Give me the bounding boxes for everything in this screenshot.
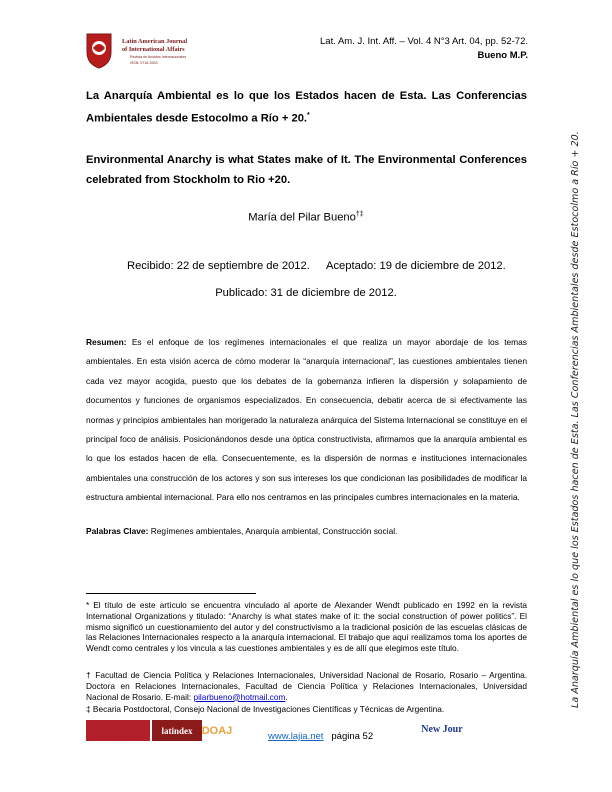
footnote-title: * El título de este artículo se encuentra vinculado al aporte de Alexander Wendt publicado en 1992 en la revista International Organizations y titulado: “Anarchy is what states make of it: the social construction of power politics”. El mismo significó un cuestionamiento del autor y del constructivismo a la tradicional posición de las escuelas clásicas de las Relaciones Internacionales respecto a la anarquía internacional. El trabajo que aquí realizamos toma los aportes de Wendt como centrales y los vincula a las cuestiones ambientales y es de allí que elegimos este título. (86, 600, 527, 654)
logo-line-4: ISSN: 0718-9303 (130, 61, 158, 65)
logo-line-1: Latin American Journal (122, 38, 188, 45)
page-footer (268, 731, 373, 742)
footnote-fellowship: ‡ Becaria Postdoctoral, Consejo Nacional de Investigaciones Científicas y Técnicas de Argentina. (86, 704, 445, 714)
abstract-label: Resumen: (86, 337, 127, 347)
crest-icon (84, 30, 114, 70)
author-name: María del Pilar Bueno†‡ (248, 211, 364, 224)
footnote-divider (86, 593, 256, 594)
badge-latindex[interactable]: latindex (152, 720, 202, 741)
journal-url-link[interactable]: www.lajia.net (268, 731, 324, 742)
author-footnote-marks: †‡ (355, 211, 364, 218)
footnote-affiliation: † Facultad de Ciencia Política y Relaciones Internacionales, Universidad Nacional de Rosario, Rosario – Argentina. Doctora en Relaciones Internacionales, Facultad de Ciencia Política y Relaciones Internacionales, Universidad Nacional de Rosario. E-mail: pilarbueno@hotmail.com. (86, 670, 527, 702)
journal-logo (84, 30, 204, 78)
logo-line-2: of International Affairs (122, 46, 185, 53)
title-spanish: La Anarquía Ambiental es lo que los Estados hacen de Esta. Las Conferencias Ambientales desde Estocolmo a Río + 20.* (86, 90, 527, 125)
title-footnote-mark: * (307, 112, 310, 119)
citation-header: Lat. Am. J. Int. Aff. – Vol. 4 N°3 Art. 04, pp. 52-72. (320, 36, 528, 47)
badge-doaj[interactable]: DOAJ (204, 720, 230, 741)
logo-line-3: Revista de Asuntos Internacionales (130, 55, 187, 59)
badge-red-banner (86, 720, 150, 741)
abstract-text: Es el enfoque de los regímenes internacionales el que realiza un mayor abordaje de los temas ambientales. En esta visión acerca de cómo moderar la “anarquía internacional”, las cuestiones ambientales tienen cada vez mayor acogida, puesto que los debates de la gobernanza infieren la dispersión y solapamiento de documentos y funciones de organismos especializados. En consecuencia, debatir acerca de si efectivamente las normas y principios ambientales han morigerado la naturaleza anárquica del Sistema Internacional se constituye en el principal foco de análisis. Posicionándonos desde una óptica constructivista, afirmamos que la anarquía ambiental es lo que los estados hacen de ella. Consecuentemente, es la dispersión de normas e instituciones internacionales ambientales una construcción de los actores y son sus intereses los que condicionan las posibilidades de modificar la estructura ambiental internacional. Para ello nos centramos en las principales cumbres internacionales en la materia. (86, 337, 527, 503)
keywords-label: Palabras Clave: (86, 526, 149, 536)
title-english: Environmental Anarchy is what States make of It. The Environmental Conferences celebrated from Stockholm to Rio +20. (86, 154, 527, 186)
badge-newjour[interactable]: New Jour (392, 718, 492, 740)
published-date: Publicado: 31 de diciembre de 2012. (215, 287, 397, 299)
received-date: Recibido: 22 de septiembre de 2012. (127, 260, 310, 272)
page-number: página 52 (331, 731, 374, 742)
author-email-link[interactable]: pilarbueno@hotmail.com (193, 691, 286, 702)
keywords-text: Regímenes ambientales, Anarquía ambiental, Construcción social. (150, 526, 398, 536)
abstract (86, 333, 527, 508)
keywords (86, 526, 397, 536)
accepted-date: Aceptado: 19 de diciembre de 2012. (326, 260, 506, 272)
running-title-text: La Anarquía Ambiental es lo que los Estados hacen de Esta. Las Conferencias Ambientales desde Estocolmo a Río + 20. (570, 131, 581, 708)
short-author-header: Bueno M.P. (477, 50, 528, 61)
